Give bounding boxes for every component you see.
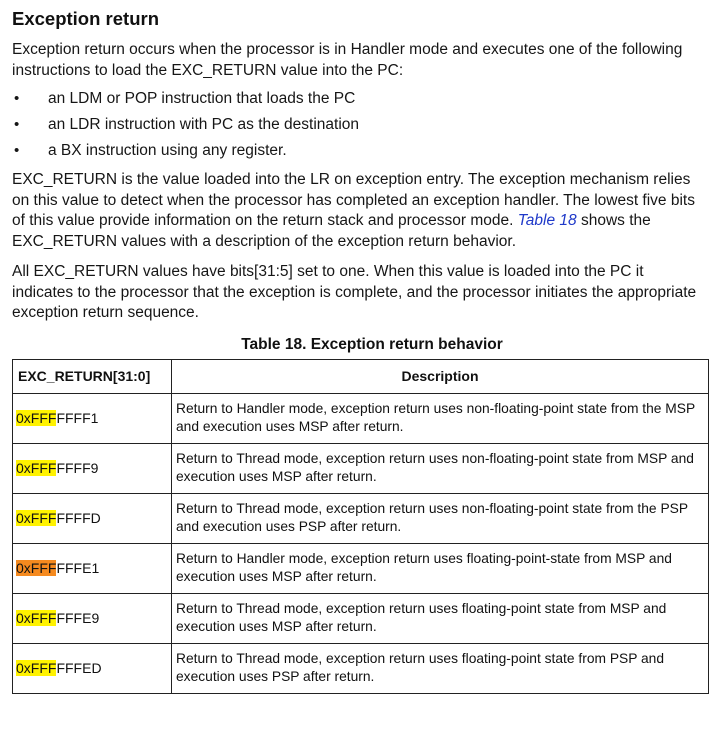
instruction-list: [12, 86, 708, 164]
document-page: [12, 8, 708, 694]
exc-return-value-cell: [13, 443, 172, 493]
highlighted-prefix: 0xFFF: [16, 560, 57, 576]
exc-return-value-cell: [13, 393, 172, 443]
table-header-row: [13, 359, 709, 393]
description-cell: Return to Thread mode, exception return uses floating-point state from MSP and execution uses MSP after return.: [172, 593, 709, 643]
table-caption: Table 18. Exception return behavior: [241, 335, 503, 353]
exc-return-value-cell: [13, 643, 172, 693]
table-row: [13, 493, 709, 543]
list-item: [12, 112, 708, 138]
value-suffix: FFFED: [56, 660, 102, 676]
paragraph-text: EXC_RETURN is the value loaded into the LR on exception entry. The exception mechanism relies on this value to detect when the processor has completed an exception handler. The lowest five bits of this value provide information on the return stack and processor mode.: [12, 171, 695, 229]
description-cell: Return to Thread mode, exception return uses floating-point state from PSP and execution uses PSP after return.: [172, 643, 709, 693]
exc-return-value-cell: [13, 543, 172, 593]
table-row: [13, 543, 709, 593]
bullet-icon: •: [14, 90, 20, 107]
value-suffix: FFFF9: [56, 460, 99, 476]
paragraph-text: shows the EXC_RETURN values with a description of the exception return behavior.: [12, 212, 651, 250]
highlighted-prefix: 0xFFF: [16, 460, 57, 476]
highlighted-prefix: 0xFFF: [16, 660, 57, 676]
value-suffix: FFFE9: [56, 610, 100, 626]
highlighted-prefix: 0xFFF: [16, 410, 57, 426]
exc-return-value-cell: [13, 493, 172, 543]
bits-paragraph: All EXC_RETURN values have bits[31:5] set to one. When this value is loaded into the PC it indicates to the processor that the exception is complete, and the processor initiates the appropriate exception return sequence.: [12, 263, 697, 321]
description-cell: Return to Handler mode, exception return uses floating-point-state from MSP and execution uses MSP after return.: [172, 543, 709, 593]
exc-return-value-cell: [13, 593, 172, 643]
bullet-icon: •: [14, 116, 20, 133]
description-cell: Return to Handler mode, exception return uses non-floating-point state from the MSP and execution uses MSP after return.: [172, 393, 709, 443]
intro-paragraph: Exception return occurs when the processor is in Handler mode and executes one of the following instructions to load the EXC_RETURN value into the PC:: [12, 41, 683, 79]
value-suffix: FFFF1: [56, 410, 99, 426]
section-heading: Exception return: [12, 8, 159, 29]
highlighted-prefix: 0xFFF: [16, 510, 57, 526]
bullet-icon: •: [14, 142, 20, 159]
table-row: [13, 593, 709, 643]
exc-return-paragraph: [12, 170, 708, 252]
value-suffix: FFFFD: [56, 510, 101, 526]
value-suffix: FFFE1: [56, 560, 100, 576]
column-header-exc-return: EXC_RETURN[31:0]: [13, 359, 172, 393]
column-header-description: Description: [172, 359, 709, 393]
list-item: [12, 86, 708, 112]
table-18-link[interactable]: Table 18: [517, 212, 577, 229]
description-cell: Return to Thread mode, exception return uses non-floating-point state from the PSP and execution uses PSP after return.: [172, 493, 709, 543]
list-item-text: an LDM or POP instruction that loads the PC: [48, 90, 356, 107]
highlighted-prefix: 0xFFF: [16, 610, 57, 626]
table-row: [13, 643, 709, 693]
list-item: [12, 138, 708, 164]
table-row: [13, 443, 709, 493]
table-row: [13, 393, 709, 443]
list-item-text: an LDR instruction with PC as the destination: [48, 116, 360, 133]
description-cell: Return to Thread mode, exception return uses non-floating-point state from MSP and execution uses MSP after return.: [172, 443, 709, 493]
exception-return-table: [12, 359, 709, 694]
list-item-text: a BX instruction using any register.: [48, 142, 287, 159]
